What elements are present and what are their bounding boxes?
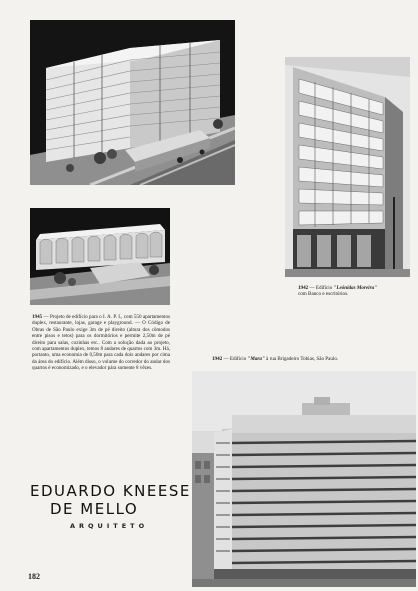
caption-mara-dash: — Edifício (222, 356, 248, 362)
page-number: 182 (28, 572, 40, 581)
caption-mara (212, 356, 416, 362)
caption-mara-title: "Mara" (247, 356, 265, 362)
caption-mara-rest: à rua Brigadeiro Tobias, São Paulo. (264, 356, 339, 362)
caption-leonidas-title: "Leônidas Moreira" (333, 285, 377, 291)
architect-name-line2: DE MELLO (50, 500, 139, 518)
caption-leonidas-line2: com Banco e escritórios. (298, 291, 349, 298)
caption-leonidas-dash: — Edifício (308, 285, 334, 291)
photo-mara-building (192, 371, 416, 587)
caption-mara-year: 1942 (212, 356, 223, 362)
photo-leonidas-moreira-building (285, 57, 410, 277)
architect-profession: ARQUITETO (70, 522, 149, 530)
caption-leonidas (298, 285, 414, 298)
caption-leonidas-year: 1942 (298, 285, 309, 291)
caption-iapi-text: — Projeto de edifício para o I. A. P. I., com 550 apartamentos duplex, restaurante, lojas, garage e playground. — O Código de Obras de São Paulo exige 3m de pé direito (altura dos cômodos entre pisos e tetos) para os dormitórios e permite 2,50m de pé direito para salas, cozinhas etc.. Com a solução dada ao projeto, com apartamentos duplex, temos 8 andares de quartos com 3m. Há, portanto, uma economia de 0,50m para cada dois andares por cima da área do edifício. Além disso, o volume do corredor do andar dos quartos é economizado, e o elevador pára somente 8 vêzes. (32, 314, 170, 372)
photo-iapi-model-rear (30, 208, 170, 305)
caption-iapi (32, 314, 170, 372)
caption-iapi-year: 1945 (32, 314, 43, 320)
architect-name-line1: EDUARDO KNEESE (30, 482, 191, 500)
photo-iapi-model-aerial (30, 20, 235, 185)
